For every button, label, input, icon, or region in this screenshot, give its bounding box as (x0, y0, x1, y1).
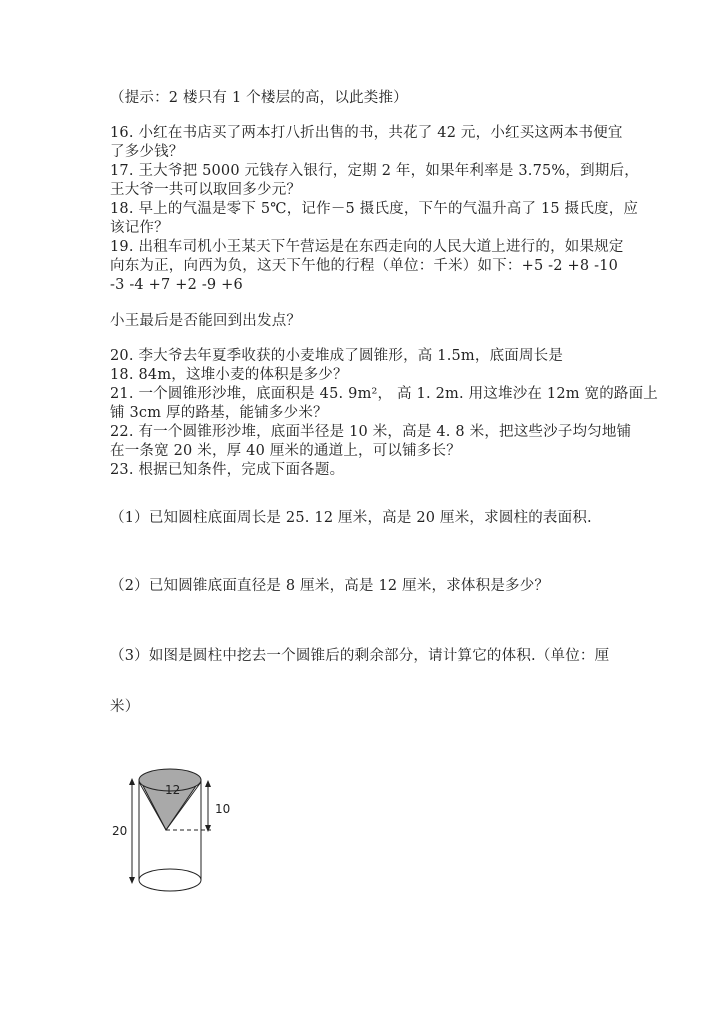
cylinder-height-arrow-bottom (129, 877, 135, 884)
question-19-line-1: 19. 出租车司机小王某天下午营运是在东西走向的人民大道上进行的，如果规定 (110, 239, 624, 255)
cylinder-cone-figure (108, 760, 248, 900)
question-21-line-2: 铺 3cm 厚的路基，能铺多少米？ (110, 405, 328, 421)
question-18-line-1: 18. 早上的气温是零下 5℃，记作－5 摄氏度，下午的气温升高了 15 摄氏度，应 (110, 201, 639, 217)
cone-height-arrow-top (205, 780, 211, 787)
label-cylinder-height: 20 (112, 824, 128, 838)
hint-text: （提示：2 楼只有 1 个楼层的高，以此类推） (110, 90, 408, 106)
question-19-line-2: 向东为正，向西为负，这天下午他的行程（单位：千米）如下：+5 -2 +8 -10 (110, 258, 619, 274)
question-16-line-1: 16. 小红在书店买了两本打八折出售的书，共花了 42 元，小红买这两本书便宜 (110, 125, 623, 141)
label-diameter: 12 (165, 783, 181, 797)
question-23-part-3-line-2: 米） (110, 699, 140, 715)
question-20-line-2: 18. 84m，这堆小麦的体积是多少？ (110, 367, 348, 383)
question-17-line-1: 17. 王大爷把 5000 元钱存入银行，定期 2 年，如果年利率是 3.75%，到期后， (110, 163, 639, 179)
question-17-line-2: 王大爷一共可以取回多少元？ (110, 182, 302, 198)
question-23-part-2: （2）已知圆锥底面直径是 8 厘米，高是 12 厘米，求体积是多少？ (110, 578, 550, 594)
cylinder-bottom-ellipse (139, 869, 201, 891)
question-18-line-2: 该记作？ (110, 220, 169, 236)
cone-height-arrow-bottom (205, 825, 211, 832)
question-22-line-1: 22. 有一个圆锥形沙堆，底面半径是 10 米，高是 4. 8 米，把这些沙子均匀地铺 (110, 424, 632, 440)
question-23-part-1: （1）已知圆柱底面周长是 25. 12 厘米，高是 20 厘米，求圆柱的表面积. (110, 510, 592, 526)
question-23-line-1: 23. 根据已知条件，完成下面各题。 (110, 462, 345, 478)
question-19-line-3: -3 -4 +7 +2 -9 +6 (110, 277, 243, 293)
question-22-line-2: 在一条宽 20 米，厚 40 厘米的通道上，可以铺多长？ (110, 443, 461, 459)
question-20-line-1: 20. 李大爷去年夏季收获的小麦堆成了圆锥形，高 1.5m，底面周长是 (110, 348, 564, 364)
cylinder-height-arrow-top (129, 778, 135, 785)
question-19-line-4: 小王最后是否能回到出发点？ (110, 313, 302, 329)
question-16-line-2: 了多少钱？ (110, 144, 184, 160)
question-21-line-1: 21. 一个圆锥形沙堆，底面积是 45. 9m²， 高 1. 2m. 用这堆沙在 12m 宽的路面上 (110, 386, 659, 402)
question-23-part-3-line-1: （3）如图是圆柱中挖去一个圆锥后的剩余部分，请计算它的体积.（单位：厘 (110, 648, 610, 664)
label-cone-height: 10 (215, 802, 231, 816)
